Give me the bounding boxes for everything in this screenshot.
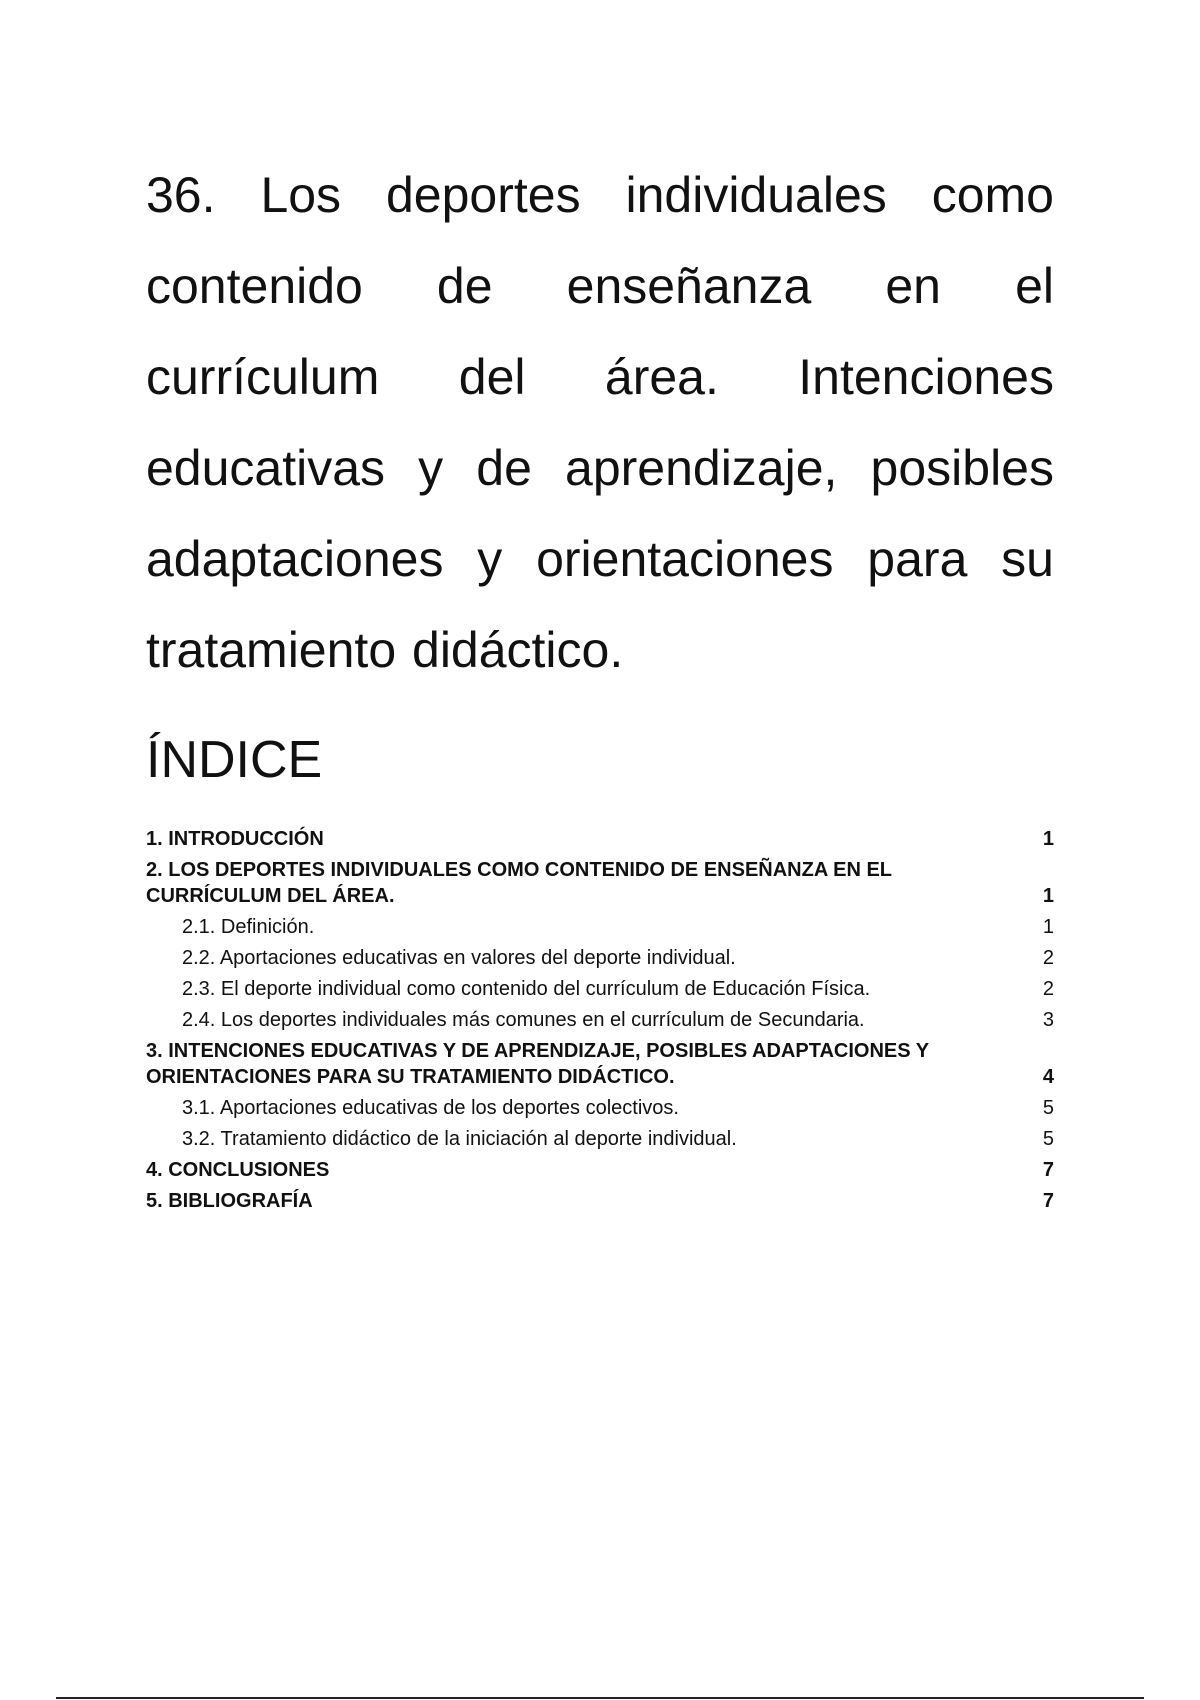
toc-entry-5[interactable] — [146, 1188, 1054, 1214]
toc-entry-page: 5 — [1042, 1097, 1054, 1119]
toc-entry-label: 3.1. Aportaciones educativas de los deportes colectivos. — [182, 1097, 679, 1119]
toc-entry-page: 2 — [1042, 978, 1054, 1000]
toc-entry-2-1[interactable] — [146, 914, 1054, 940]
toc-entry-page: 5 — [1042, 1128, 1054, 1150]
footer-divider — [56, 1697, 1144, 1699]
toc-entry-label: 2. LOS DEPORTES INDIVIDUALES COMO CONTENIDO DE ENSEÑANZA EN EL CURRÍCULUM DEL ÁREA. — [146, 859, 892, 907]
toc-entry-page: 1 — [1042, 828, 1054, 850]
toc-entry-2[interactable] — [146, 857, 1054, 909]
toc-entry-4[interactable] — [146, 1157, 1054, 1183]
toc-entry-label: 2.2. Aportaciones educativas en valores del deporte individual. — [182, 947, 736, 969]
toc-entry-1[interactable] — [146, 826, 1054, 852]
toc-entry-2-4[interactable] — [146, 1007, 1054, 1033]
toc-entry-label: 3.2. Tratamiento didáctico de la iniciación al deporte individual. — [182, 1128, 737, 1150]
toc-entry-page: 3 — [1042, 1009, 1054, 1031]
toc-entry-3-2[interactable] — [146, 1126, 1054, 1152]
toc-entry-label: 3. INTENCIONES EDUCATIVAS Y DE APRENDIZAJE, POSIBLES ADAPTACIONES Y ORIENTACIONES PARA SU TRATAMIENTO DIDÁCTICO. — [146, 1040, 929, 1088]
document-title: 36. Los deportes individuales como contenido de enseñanza en el currículum del área. Intenciones educativas y de aprendizaje, posibles adaptaciones y orientaciones para su tratamiento didáctico. — [146, 167, 1054, 678]
table-of-contents — [146, 826, 1054, 1219]
toc-entry-label: 2.4. Los deportes individuales más comunes en el currículum de Secundaria. — [182, 1009, 865, 1031]
toc-entry-label: 2.3. El deporte individual como contenido del currículum de Educación Física. — [182, 978, 871, 1000]
toc-entry-page: 1 — [1042, 885, 1054, 907]
toc-entry-2-3[interactable] — [146, 976, 1054, 1002]
toc-entry-2-2[interactable] — [146, 945, 1054, 971]
toc-entry-3-1[interactable] — [146, 1095, 1054, 1121]
toc-entry-page: 2 — [1042, 947, 1054, 969]
toc-entry-page: 7 — [1042, 1159, 1054, 1181]
toc-entry-label: 2.1. Definición. — [182, 916, 315, 938]
toc-entry-3[interactable] — [146, 1038, 1054, 1090]
toc-entry-page: 1 — [1042, 916, 1054, 938]
toc-entry-label: 1. INTRODUCCIÓN — [146, 828, 324, 850]
index-heading: ÍNDICE — [146, 731, 323, 789]
toc-entry-label: 5. BIBLIOGRAFÍA — [146, 1190, 313, 1212]
toc-entry-page: 4 — [1042, 1066, 1054, 1088]
toc-entry-label: 4. CONCLUSIONES — [146, 1159, 330, 1181]
toc-entry-page: 7 — [1042, 1190, 1054, 1212]
